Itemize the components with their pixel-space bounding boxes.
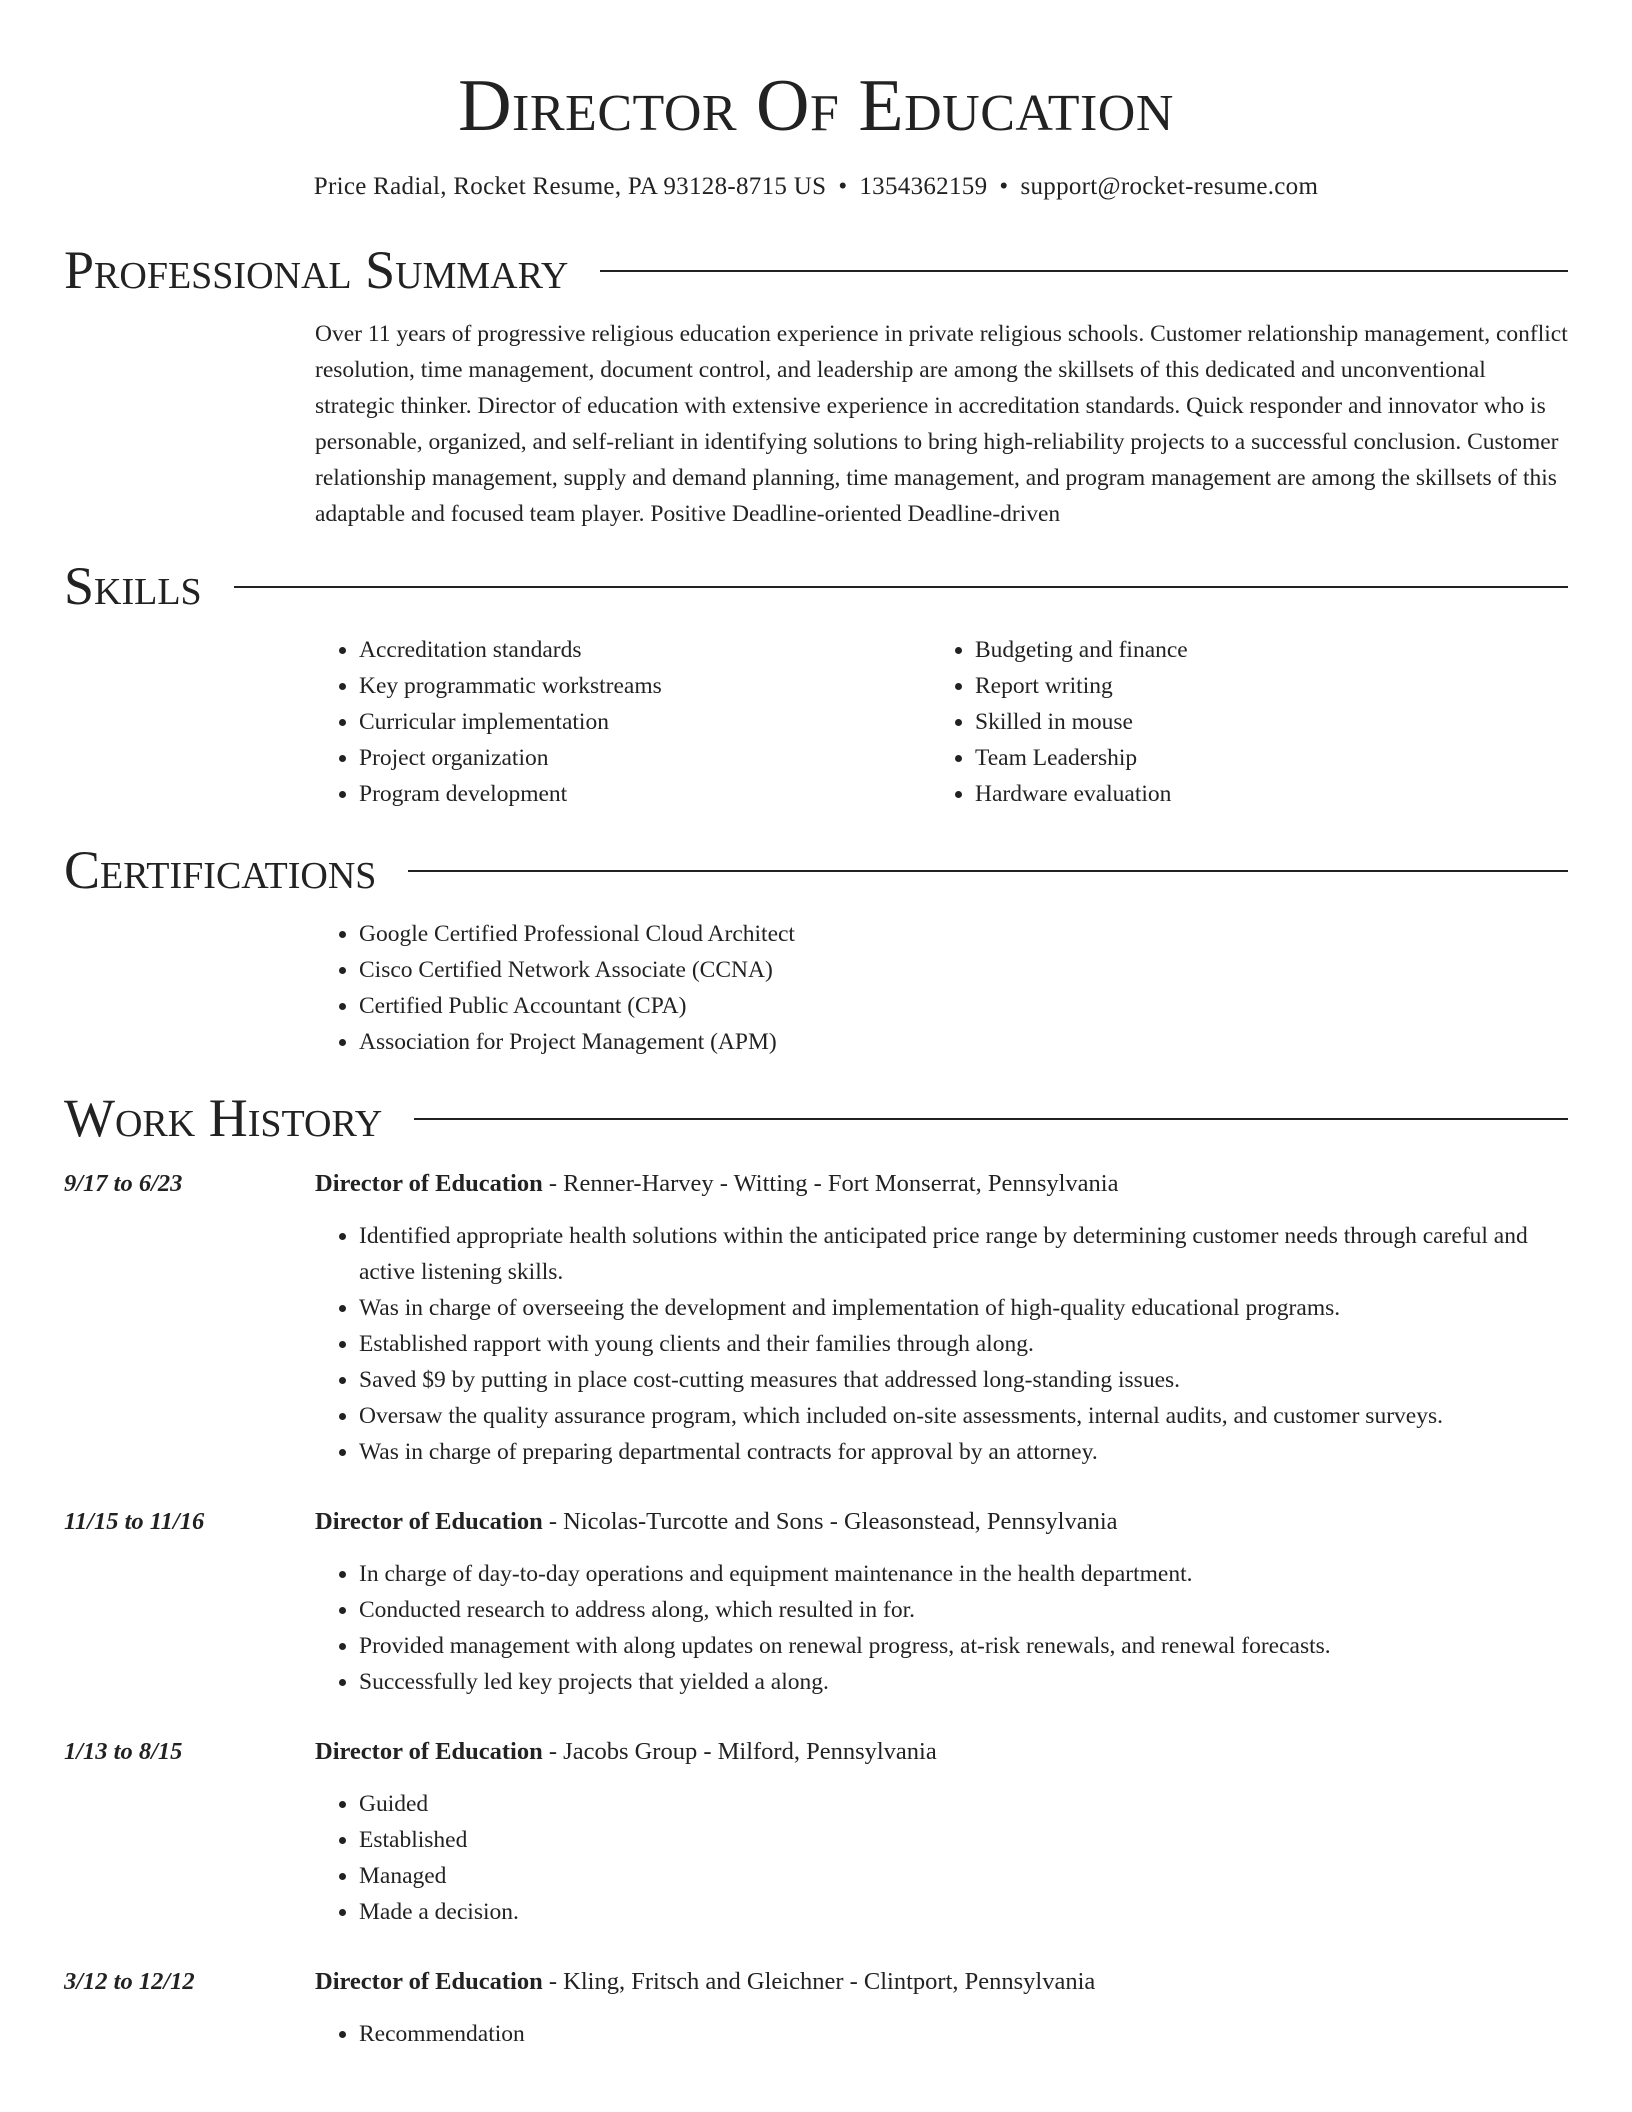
job-bullet: • Was in charge of preparing departmental contracts for approval by an attorney. bbox=[359, 1434, 1568, 1470]
job-bullet: • Provided management with along updates on renewal progress, at-risk renewals, and renewal forecasts. bbox=[359, 1628, 1568, 1664]
summary-heading: Professional Summary bbox=[64, 240, 569, 300]
certifications-heading: Certifications bbox=[64, 840, 377, 900]
job-bullet: • Was in charge of overseeing the development and implementation of high-quality educational programs. bbox=[359, 1290, 1568, 1326]
summary-body bbox=[315, 316, 1568, 532]
job-title: Director of Education bbox=[315, 1170, 543, 1197]
section-divider bbox=[408, 870, 1568, 872]
certification-item: • Google Certified Professional Cloud Architect bbox=[359, 916, 1568, 952]
job-entry bbox=[64, 1964, 1568, 2052]
resume-page bbox=[64, 0, 1568, 2052]
job-heading-line bbox=[315, 1734, 937, 1770]
skills-section-header bbox=[64, 554, 1568, 618]
skills-list-right bbox=[931, 632, 1568, 812]
certification-item: • Cisco Certified Network Associate (CCNA) bbox=[359, 952, 1568, 988]
job-bullet: • Established bbox=[359, 1822, 1568, 1858]
job-bullet: • Saved $9 by putting in place cost-cutting measures that addressed long-standing issues. bbox=[359, 1362, 1568, 1398]
job-entry bbox=[64, 1734, 1568, 1930]
work-section-header bbox=[64, 1086, 1568, 1150]
job-bullet: • Recommendation bbox=[359, 2016, 1568, 2052]
job-entry bbox=[64, 1166, 1568, 1470]
section-divider bbox=[600, 270, 1568, 272]
work-heading: Work History bbox=[64, 1088, 383, 1148]
skill-item: • Key programmatic workstreams bbox=[359, 668, 931, 704]
skill-item: • Skilled in mouse bbox=[975, 704, 1568, 740]
skill-item: • Budgeting and finance bbox=[975, 632, 1568, 668]
job-title: Director of Education bbox=[315, 1738, 543, 1765]
certification-item: • Association for Project Management (APM) bbox=[359, 1024, 1568, 1060]
resume-name: Director Of Education bbox=[458, 65, 1174, 147]
job-bullets bbox=[315, 1556, 1568, 1700]
job-dates: 3/12 to 12/12 bbox=[64, 1968, 195, 1995]
skills-grid bbox=[315, 632, 1568, 812]
job-header bbox=[64, 1734, 1568, 1770]
certifications-body bbox=[315, 916, 1568, 1060]
job-entry bbox=[64, 1504, 1568, 1700]
job-dates: 11/15 to 11/16 bbox=[64, 1508, 205, 1535]
job-heading-line bbox=[315, 1504, 1118, 1540]
section-divider bbox=[414, 1118, 1568, 1120]
job-bullet: • Oversaw the quality assurance program, which included on-site assessments, internal audits, and customer surveys. bbox=[359, 1398, 1568, 1434]
summary-section-header bbox=[64, 238, 1568, 302]
job-bullet: • Managed bbox=[359, 1858, 1568, 1894]
certification-item: • Certified Public Accountant (CPA) bbox=[359, 988, 1568, 1024]
job-bullets bbox=[315, 2016, 1568, 2052]
job-bullet: • Guided bbox=[359, 1786, 1568, 1822]
job-dates: 9/17 to 6/23 bbox=[64, 1170, 183, 1197]
contact-separator: • bbox=[838, 173, 848, 200]
job-title: Director of Education bbox=[315, 1968, 543, 1995]
job-header bbox=[64, 1964, 1568, 2000]
job-bullets bbox=[315, 1218, 1568, 1470]
job-bullet: • Conducted research to address along, which resulted in for. bbox=[359, 1592, 1568, 1628]
job-bullet: • In charge of day-to-day operations and equipment maintenance in the health department. bbox=[359, 1556, 1568, 1592]
job-details: - Kling, Fritsch and Gleichner - Clintport, Pennsylvania bbox=[542, 1968, 1096, 1995]
job-bullet: • Successfully led key projects that yielded a along. bbox=[359, 1664, 1568, 1700]
contact-address: Price Radial, Rocket Resume, PA 93128-8715 US bbox=[313, 173, 827, 200]
job-title: Director of Education bbox=[315, 1508, 543, 1535]
summary-text: Over 11 years of progressive religious education experience in private religious schools. Customer relationship management, conflict resolution, time management, document control, and leadership are among the skillsets of this dedicated and unconventional strategic thinker. Director of education with extensive experience in accreditation standards. Quick responder and innovator who is personable, organized, and self-reliant in identifying solutions to bring high-reliability projects to a successful conclusion. Customer relationship management, supply and demand planning, time management, and program management are among the skillsets of this adaptable and focused team player. Positive Deadline-oriented Deadline-driven bbox=[315, 321, 1568, 527]
job-details: - Jacobs Group - Milford, Pennsylvania bbox=[542, 1738, 937, 1765]
job-bullets bbox=[315, 1786, 1568, 1930]
skill-item: • Program development bbox=[359, 776, 931, 812]
job-details: - Renner-Harvey - Witting - Fort Monserrat, Pennsylvania bbox=[542, 1170, 1119, 1197]
contact-phone: 1354362159 bbox=[859, 173, 988, 200]
contact-line bbox=[64, 170, 1568, 204]
job-header bbox=[64, 1504, 1568, 1540]
skills-list-left bbox=[315, 632, 931, 812]
certifications-list bbox=[315, 916, 1568, 1060]
skill-item: • Report writing bbox=[975, 668, 1568, 704]
skill-item: • Team Leadership bbox=[975, 740, 1568, 776]
job-heading-line bbox=[315, 1166, 1118, 1202]
job-bullet: • Identified appropriate health solutions within the anticipated price range by determining customer needs through careful and active listening skills. bbox=[359, 1218, 1568, 1290]
section-divider bbox=[234, 586, 1568, 588]
job-heading-line bbox=[315, 1964, 1095, 2000]
job-details: - Nicolas-Turcotte and Sons - Gleasonstead, Pennsylvania bbox=[542, 1508, 1118, 1535]
skill-item: • Hardware evaluation bbox=[975, 776, 1568, 812]
contact-separator: • bbox=[999, 173, 1009, 200]
skill-item: • Curricular implementation bbox=[359, 704, 931, 740]
job-header bbox=[64, 1166, 1568, 1202]
job-dates: 1/13 to 8/15 bbox=[64, 1738, 183, 1765]
job-bullet: • Established rapport with young clients and their families through along. bbox=[359, 1326, 1568, 1362]
contact-email: support@rocket-resume.com bbox=[1020, 173, 1319, 200]
skills-heading: Skills bbox=[64, 556, 202, 616]
skill-item: • Project organization bbox=[359, 740, 931, 776]
skill-item: • Accreditation standards bbox=[359, 632, 931, 668]
job-bullet: • Made a decision. bbox=[359, 1894, 1568, 1930]
certifications-section-header bbox=[64, 838, 1568, 902]
